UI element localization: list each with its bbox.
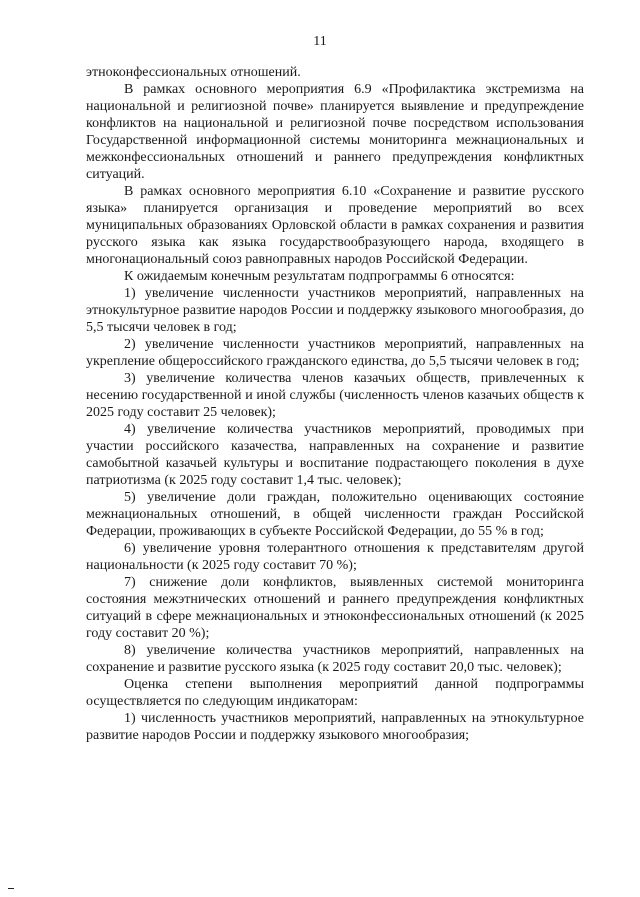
page-number: 11	[313, 34, 327, 49]
result-item-4: 4) увеличение количества участников мероприятий, проводимых при участии российского казачества, направленных на сохранение и развитие самобытной казачьей культуры и воспитание подрастающего поколения в духе патриотизма (к 2025 году составит 1,4 тыс. человек);	[86, 422, 584, 488]
paragraph-results-intro: К ожидаемым конечным результатам подпрограммы 6 относятся:	[124, 269, 515, 284]
result-item-3: 3) увеличение количества членов казачьих обществ, привлеченных к несению государственной и иной службы (численность членов казачьих обществ к 2025 году составит 25 человек);	[86, 371, 584, 420]
margin-mark	[8, 888, 14, 889]
result-item-8: 8) увеличение количества участников мероприятий, направленных на сохранение и развитие русского языка (к 2025 году составит 20,0 тыс. человек);	[86, 643, 584, 675]
paragraph-event-6-10: В рамках основного мероприятия 6.10 «Сохранение и развитие русского языка» планируется организация и проведение мероприятий во всех муниципальных образованиях Орловской области в рамках сохранения и развития русского языка как языка государствообразующего народа, входящего в многонациональный союз равноправных народов Российской Федерации.	[86, 184, 584, 267]
result-item-2: 2) увеличение численности участников мероприятий, направленных на укрепление общероссийского гражданского единства, до 5,5 тысячи человек в год;	[86, 337, 584, 369]
document-body	[86, 64, 584, 744]
result-item-1: 1) увеличение численности участников мероприятий, направленных на этнокультурное развитие народов России и поддержку языкового многообразия, до 5,5 тысячи человек в год;	[86, 286, 584, 335]
result-item-6: 6) увеличение уровня толерантного отношения к представителям другой национальности (к 2025 году составит 70 %);	[86, 541, 584, 573]
result-item-7: 7) снижение доли конфликтов, выявленных системой мониторинга состояния межэтнических отношений и раннего предупреждения конфликтных ситуаций в сфере межнациональных и этноконфессиональных отношений (к 2025 году составит 20 %);	[86, 575, 584, 641]
result-item-5: 5) увеличение доли граждан, положительно оценивающих состояние межнациональных отношений, в общей численности граждан Российской Федерации, проживающих в субъекте Российской Федерации, до 55 % в год;	[86, 490, 584, 539]
indicator-item-1: 1) численность участников мероприятий, направленных на этнокультурное развитие народов России и поддержку языкового многообразия;	[86, 711, 584, 743]
paragraph-indicators-intro: Оценка степени выполнения мероприятий данной подпрограммы осуществляется по следующим индикаторам:	[86, 677, 584, 709]
paragraph-event-6-9: В рамках основного мероприятия 6.9 «Профилактика экстремизма на национальной и религиозной почве» планируется выявление и предупреждение конфликтов на национальной и религиозной почве посредством использования Государственной информационной системы мониторинга межнациональных и межконфессиональных отношений и раннего предупреждения конфликтных ситуаций.	[86, 82, 584, 182]
paragraph-continuation: этноконфессиональных отношений.	[86, 65, 301, 80]
